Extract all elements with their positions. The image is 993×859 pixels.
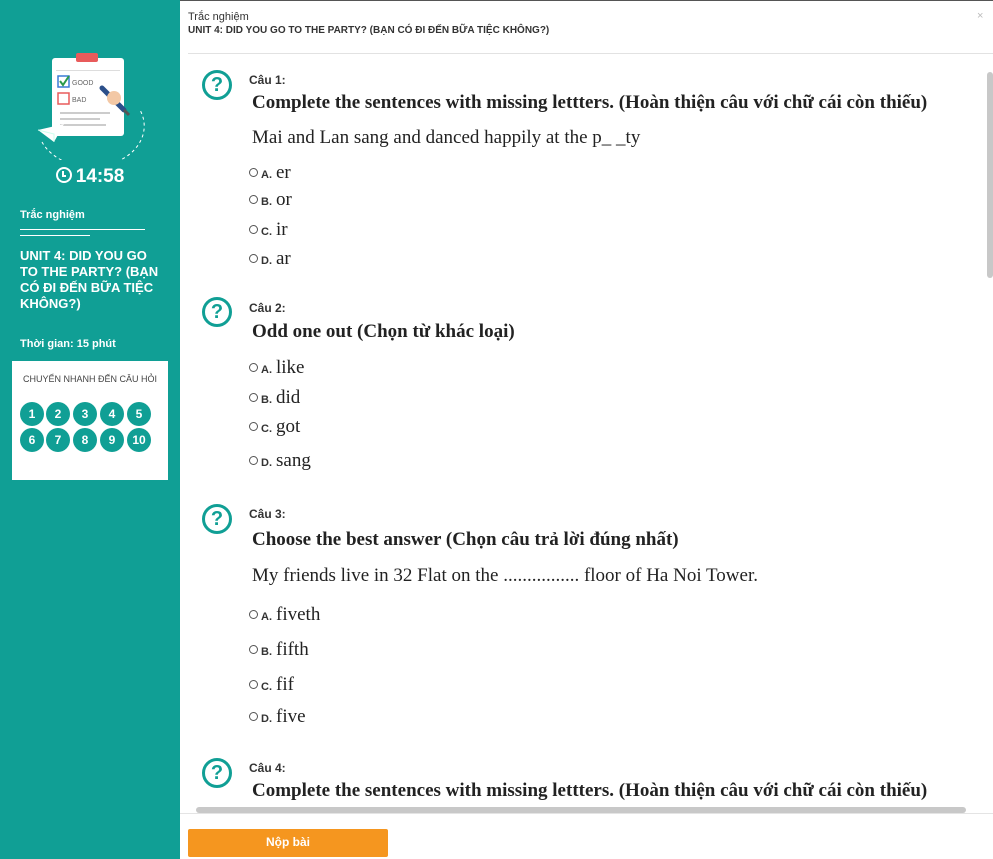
radio-button[interactable] [249, 680, 258, 689]
option-letter: B. [261, 196, 272, 208]
illustration-good-label: GOOD [72, 80, 94, 87]
option-text: or [276, 189, 292, 210]
answer-option[interactable] [249, 674, 294, 696]
question-prompt: Complete the sentences with missing lettters. (Hoàn thiện câu với chữ cái còn thiếu) [252, 92, 928, 113]
radio-button[interactable] [249, 712, 258, 721]
jump-panel-title: CHUYỂN NHANH ĐẾN CÂU HỎI [22, 374, 157, 384]
option-text: got [276, 416, 301, 437]
question-text: My friends live in 32 Flat on the ................ floor of Ha Noi Tower. [252, 565, 758, 586]
option-letter: D. [261, 255, 272, 267]
answer-option[interactable] [249, 357, 305, 379]
option-letter: C. [261, 681, 272, 693]
jump-question-button[interactable]: 1 [20, 402, 44, 426]
footer-divider [180, 813, 993, 814]
question-prompt: Choose the best answer (Chọn câu trả lời đúng nhất) [252, 529, 679, 550]
option-letter: B. [261, 646, 272, 658]
jump-question-button[interactable]: 2 [46, 402, 70, 426]
quiz-checklist-illustration [32, 50, 148, 160]
radio-button[interactable] [249, 168, 258, 177]
option-text: ar [276, 248, 291, 269]
question-text: Mai and Lan sang and danced happily at the p_ _ty [252, 127, 641, 148]
sidebar-subtitle: Trắc nghiệm [20, 209, 85, 221]
radio-button[interactable] [249, 254, 258, 263]
jump-question-button[interactable]: 4 [100, 402, 124, 426]
answer-option[interactable] [249, 189, 292, 211]
answer-option[interactable] [249, 416, 300, 438]
sidebar [0, 0, 180, 859]
jump-question-button[interactable]: 9 [100, 428, 124, 452]
vertical-scrollbar[interactable] [987, 72, 993, 278]
header-subtitle: Trắc nghiệm [188, 11, 249, 23]
question-icon: ? [202, 504, 232, 534]
option-text: fiveth [276, 604, 321, 625]
option-letter: A. [261, 364, 272, 376]
radio-button[interactable] [249, 393, 258, 402]
divider [20, 229, 145, 230]
option-text: ir [276, 219, 288, 240]
radio-button[interactable] [249, 225, 258, 234]
option-text: like [276, 357, 305, 378]
jump-question-button[interactable]: 10 [127, 428, 151, 452]
divider [20, 235, 90, 236]
answer-option[interactable] [249, 387, 300, 409]
option-letter: C. [261, 226, 272, 238]
illustration-bad-label: BAD [72, 97, 87, 104]
question-number: Câu 3: [249, 507, 286, 521]
jump-question-button[interactable]: 5 [127, 402, 151, 426]
option-text: fifth [276, 639, 309, 660]
answer-option[interactable] [249, 706, 306, 728]
question-number: Câu 1: [249, 73, 286, 87]
answer-option[interactable] [249, 604, 320, 626]
option-letter: D. [261, 713, 272, 725]
timer-value: 14:58 [75, 166, 125, 187]
option-letter: B. [261, 394, 272, 406]
option-letter: D. [261, 457, 272, 469]
option-text: sang [276, 450, 311, 471]
radio-button[interactable] [249, 645, 258, 654]
jump-question-button[interactable]: 6 [20, 428, 44, 452]
time-limit: Thời gian: 15 phút [20, 338, 116, 350]
question-icon: ? [202, 758, 232, 788]
option-text: did [276, 387, 301, 408]
sidebar-quiz-title: UNIT 4: DID YOU GO TO THE PARTY? (BẠN CÓ ĐI ĐẾN BỮA TIỆC KHÔNG?) [20, 248, 159, 311]
answer-option[interactable] [249, 639, 309, 661]
radio-button[interactable] [249, 610, 258, 619]
question-number: Câu 2: [249, 301, 286, 315]
option-text: five [276, 706, 306, 727]
radio-button[interactable] [249, 195, 258, 204]
question-number: Câu 4: [249, 761, 286, 775]
question-jump-panel [12, 361, 168, 480]
radio-button[interactable] [249, 456, 258, 465]
option-letter: A. [261, 611, 272, 623]
answer-option[interactable] [249, 248, 291, 270]
header-title: UNIT 4: DID YOU GO TO THE PARTY? (BẠN CÓ ĐI ĐẾN BỮA TIỆC KHÔNG?) [188, 25, 550, 36]
close-icon[interactable]: × [977, 10, 984, 22]
submit-button[interactable]: Nộp bài [188, 829, 388, 857]
radio-button[interactable] [249, 422, 258, 431]
answer-option[interactable] [249, 450, 311, 472]
question-prompt: Odd one out (Chọn từ khác loại) [252, 321, 515, 342]
radio-button[interactable] [249, 363, 258, 372]
question-icon: ? [202, 297, 232, 327]
jump-question-button[interactable]: 3 [73, 402, 97, 426]
question-icon: ? [202, 70, 232, 100]
option-text: fif [276, 674, 294, 695]
option-text: er [276, 162, 291, 183]
jump-question-button[interactable]: 7 [46, 428, 70, 452]
answer-option[interactable] [249, 162, 291, 184]
question-prompt: Complete the sentences with missing lettters. (Hoàn thiện câu với chữ cái còn thiếu) [252, 780, 928, 801]
jump-question-button[interactable]: 8 [73, 428, 97, 452]
option-letter: C. [261, 423, 272, 435]
answer-option[interactable] [249, 219, 288, 241]
countdown-timer [0, 166, 180, 188]
question-list [180, 54, 993, 808]
option-letter: A. [261, 169, 272, 181]
clock-icon [56, 167, 72, 183]
